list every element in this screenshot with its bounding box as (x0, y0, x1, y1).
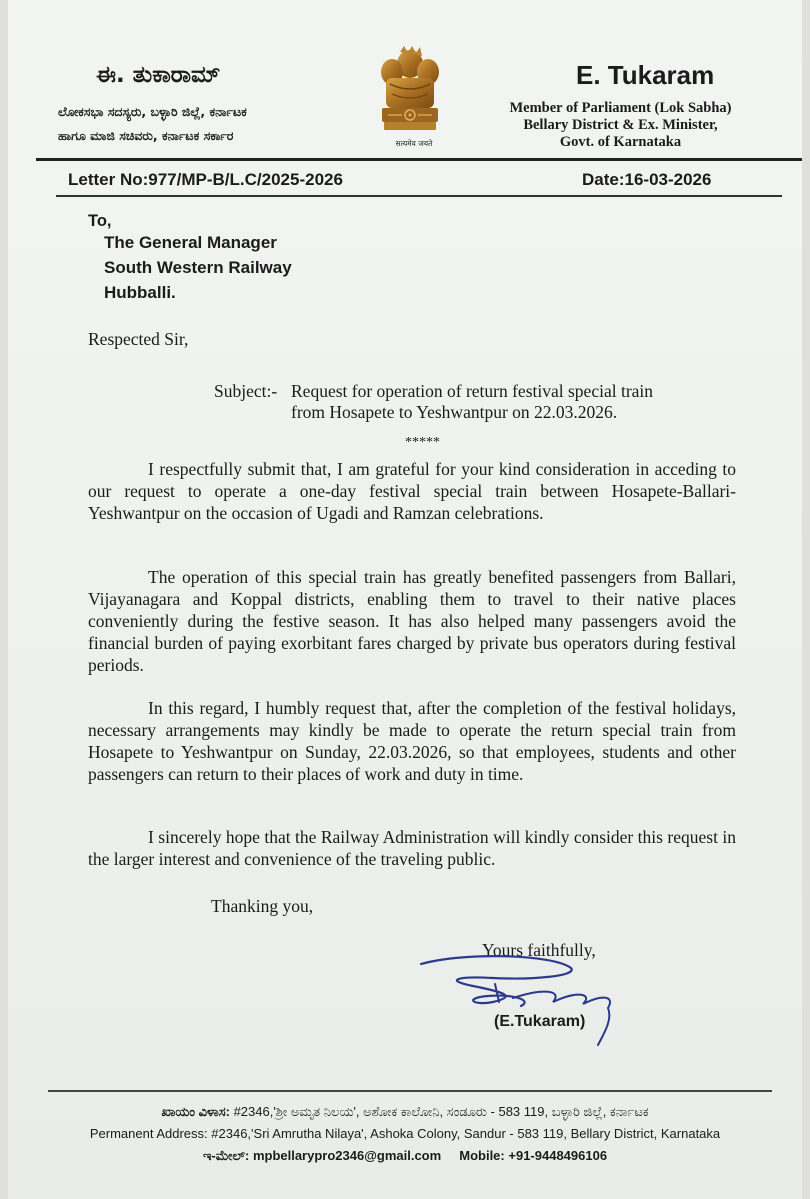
subject-line2: from Hosapete to Yeshwantpur on 22.03.2026. (291, 402, 618, 422)
subject-label: Subject:- (214, 381, 278, 401)
recipient-line2: South Western Railway (104, 258, 292, 277)
meta-divider (56, 195, 782, 197)
letter-number: Letter No:977/MP-B/L.C/2025-2026 (68, 170, 343, 189)
paragraph-3: In this regard, I humbly request that, after the completion of the festival holidays, necessary arrangements may kindly be made to operate the return special train from Hosapete to Yeshwantpur on Sunday, 22.03.2026, so that employees, students and other passengers can return to their places of work and duty in time. (88, 698, 736, 784)
closing-line: Yours faithfully, (482, 940, 596, 960)
recipient-line3: Hubballi. (104, 283, 176, 302)
paragraph-1: I respectfully submit that, I am grateful for your kind consideration in acceding to our request to operate a one-day festival special train between Hosapete-Ballari-Yeshwantpur on the occasion of Ugadi and Ramzan celebrations. (88, 459, 736, 523)
footer-kannada-label: ಖಾಯಂ ವಿಳಾಸ: (161, 1104, 230, 1119)
subject-line1: Request for operation of return festival special train (291, 381, 654, 401)
english-designation-line2: Bellary District & Ex. Minister, (523, 117, 718, 133)
english-designation-line3: Govt. of Karnataka (559, 134, 682, 150)
thanks-line: Thanking you, (211, 896, 314, 916)
header-divider (36, 158, 802, 161)
paragraph-2: The operation of this special train has greatly benefited passengers from Ballari, Vijayanagara and Koppal districts, enabling them to travel to their native places conveniently during the festive season. It has also helped many passengers avoid the financial burden of paying exorbitant fares charged by private bus operators during festival periods. (88, 567, 736, 675)
subject-separator: ***** (405, 435, 440, 450)
footer-perm-address-text: #2346,'Sri Amrutha Nilaya', Ashoka Colony, Sandur - 583 119, Bellary District, Karnataka (211, 1126, 721, 1141)
footer-permanent-address (8, 1126, 802, 1141)
paragraph-4: I sincerely hope that the Railway Administration will kindly consider this request in the larger interest and convenience of the traveling public. (88, 827, 736, 869)
salutation: Respected Sir, (88, 329, 189, 349)
kannada-designation-line1: ಲೋಕಸಭಾ ಸದಸ್ಯರು, ಬಳ್ಳಾರಿ ಜಿಲ್ಲೆ, ಕರ್ನಾಟಕ (58, 104, 247, 119)
emblem-motto: सत्यमेव जयते (395, 139, 433, 148)
footer-email-label: ಇ-ಮೇಲ್: (202, 1148, 250, 1163)
footer-mobile-label: Mobile: (459, 1148, 505, 1163)
signature-mark (403, 950, 643, 1050)
english-name: E. Tukaram (576, 60, 715, 90)
letter-date: Date:16-03-2026 (582, 170, 712, 189)
signatory-name: (E.Tukaram) (494, 1013, 586, 1030)
footer-divider (48, 1090, 772, 1092)
recipient-line1: The General Manager (104, 233, 277, 252)
kannada-name: ಈ. ತುಕಾರಾಮ್ (96, 62, 221, 88)
recipient-to: To, (88, 212, 112, 230)
national-emblem-icon (370, 44, 450, 154)
footer-mobile: +91-9448496106 (508, 1148, 608, 1163)
footer-email: mpbellarypro2346@gmail.com (252, 1148, 442, 1163)
kannada-designation-line2: ಹಾಗೂ ಮಾಜಿ ಸಚಿವರು, ಕರ್ನಾಟಕ ಸರ್ಕಾರ (58, 128, 234, 143)
footer-kannada-address-text: #2346,'ಶ್ರೀ ಅಮೃತ ನಿಲಯ', ಅಶೋಕ ಕಾಲೋನಿ, ಸಂಡೂರು - 583 119, ಬಳ್ಳಾರಿ ಜಿಲ್ಲೆ, ಕರ್ನಾಟಕ (233, 1104, 649, 1119)
footer-perm-label: Permanent Address: (89, 1126, 208, 1141)
footer-kannada-address (8, 1104, 802, 1120)
letterhead-page (8, 0, 802, 1199)
english-designation-line1: Member of Parliament (Lok Sabha) (509, 100, 732, 116)
footer-contact (8, 1148, 802, 1164)
